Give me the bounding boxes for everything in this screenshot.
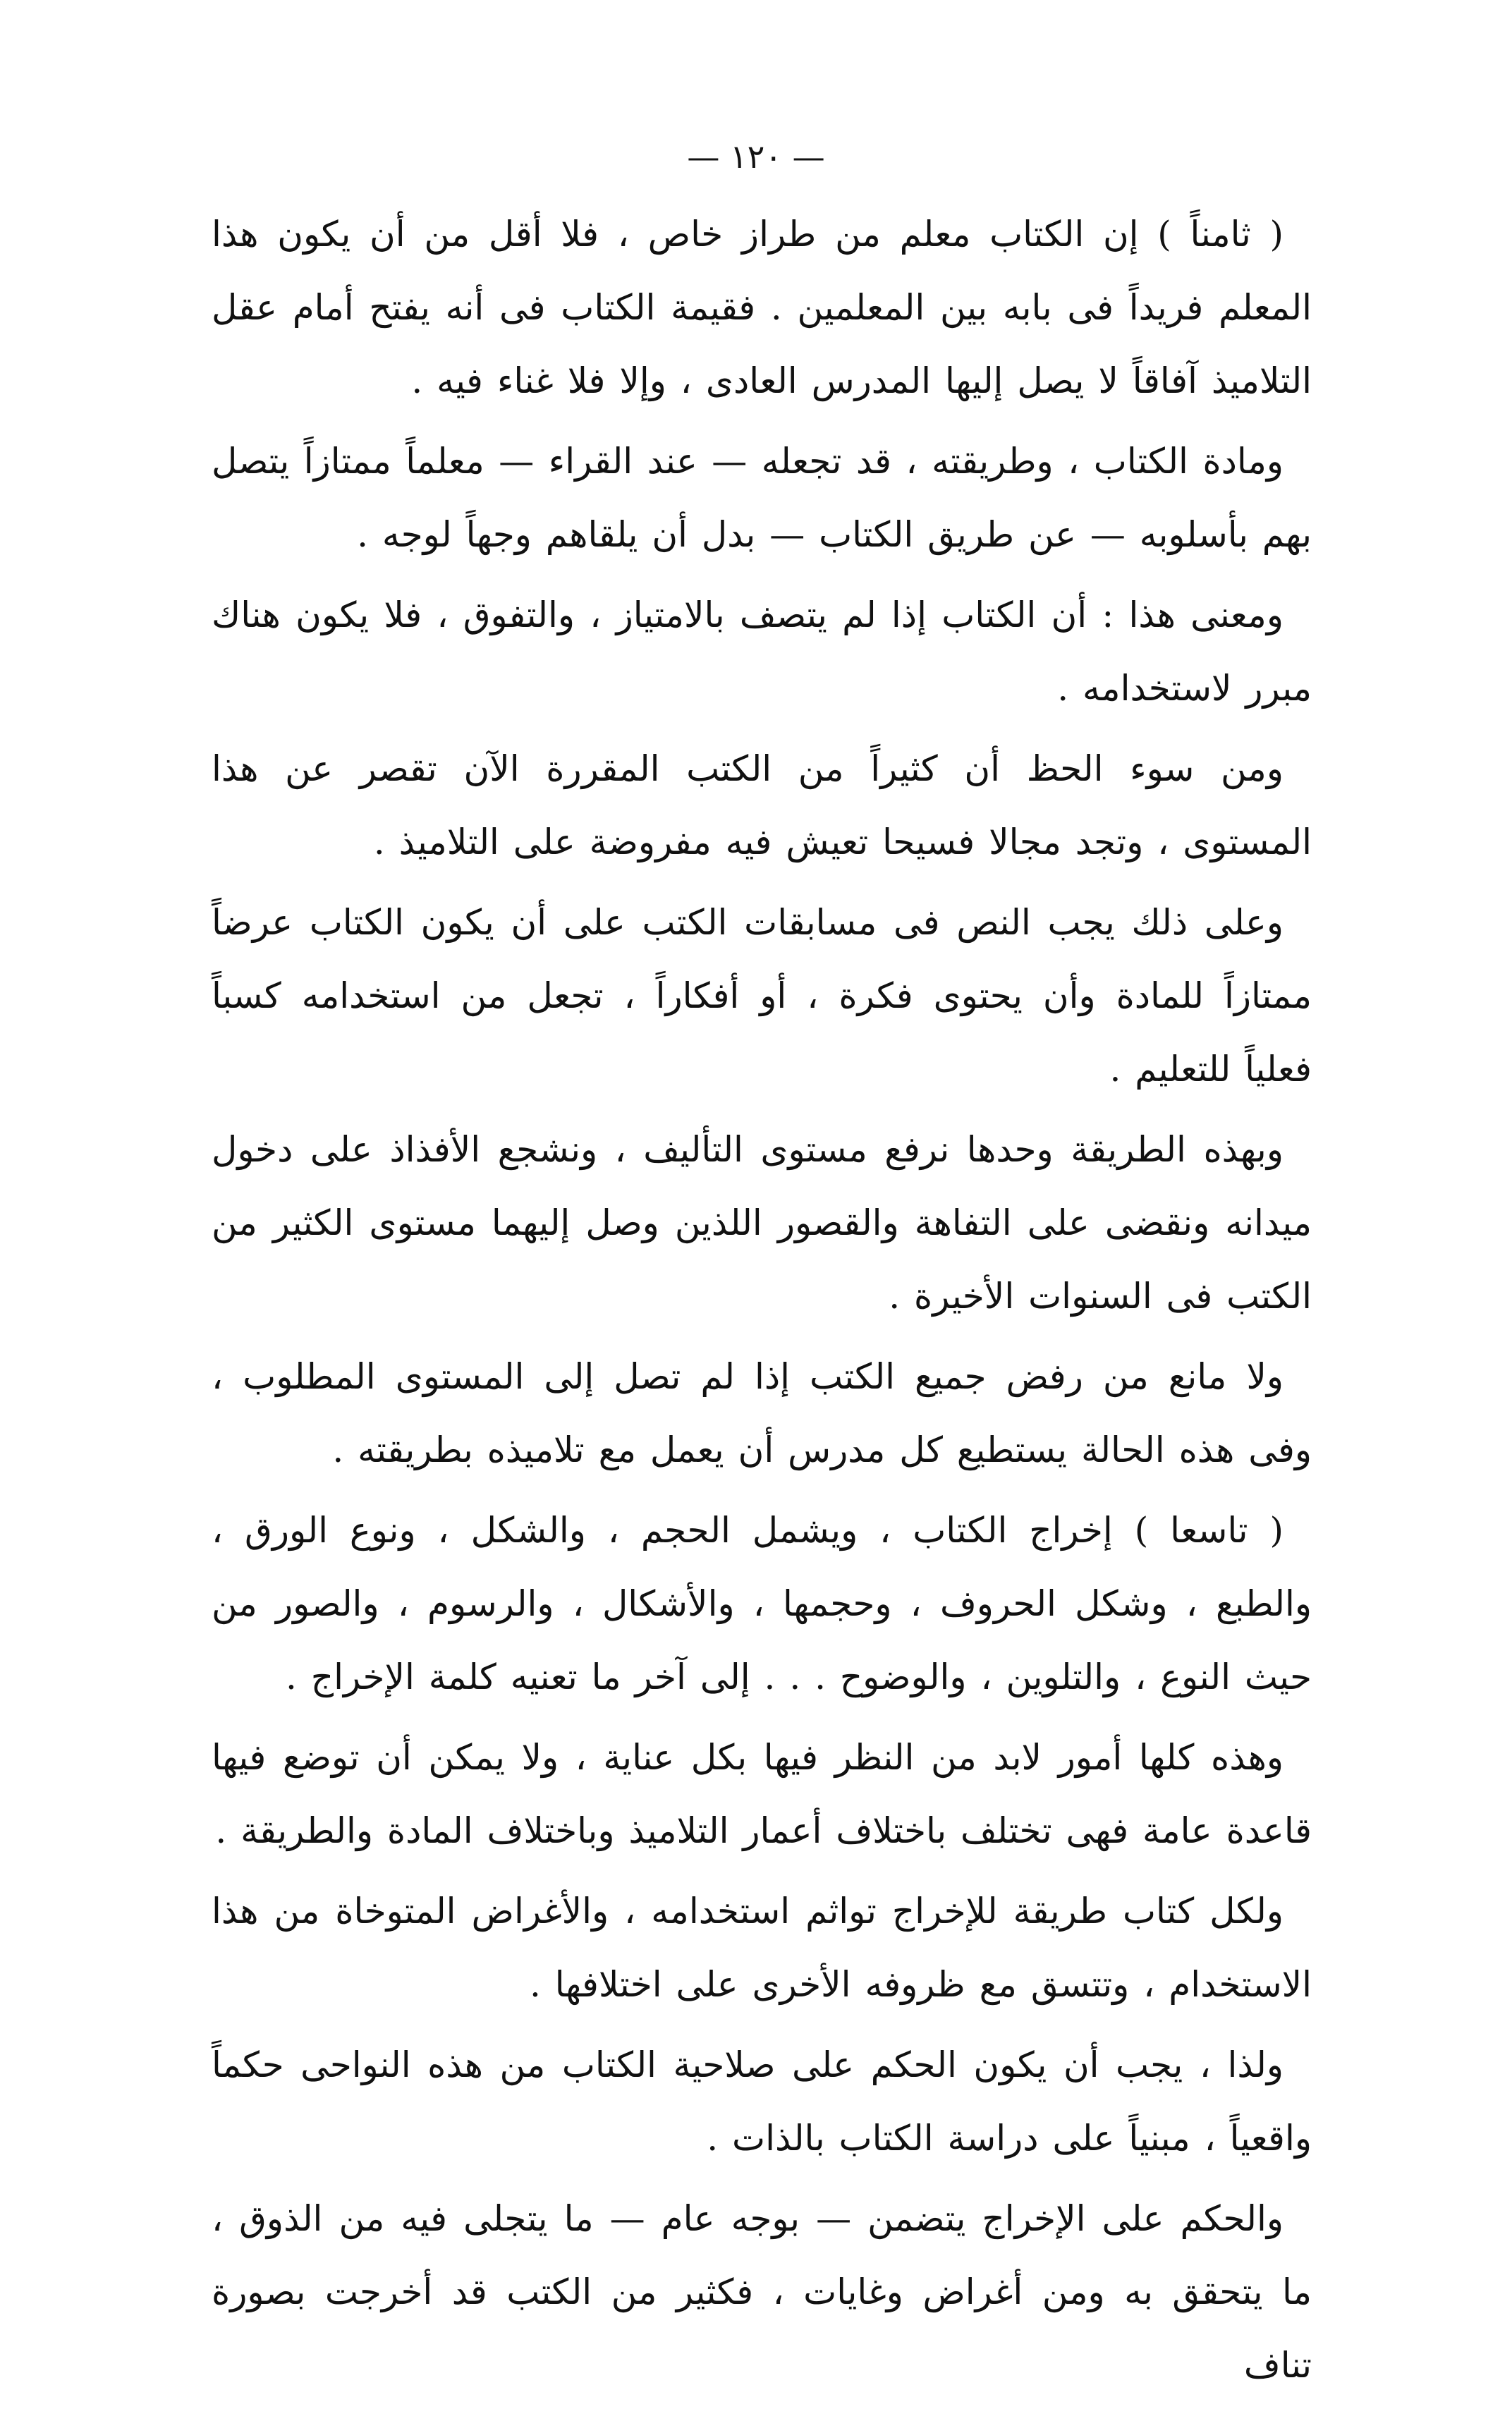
paragraph: ومادة الكتاب ، وطريقته ، قد تجعله — عند القراء — معلماً ممتازاً يتصل بهم بأسلوبه — عن طريق الكتاب — بدل أن يلقاهم وجهاً لوجه .: [212, 441, 1312, 555]
paragraph: وبهذه الطريقة وحدها نرفع مستوى التأليف ، ونشجع الأفذاذ على دخول ميدانه ونقضى على التفاهة والقصور اللذين وصل إليهما مستوى الكثير من الكتب فى السنوات الأخيرة .: [212, 1129, 1312, 1317]
page-number: — ١٢٠ —: [687, 138, 825, 176]
paragraph: ولا مانع من رفض جميع الكتب إذا لم تصل إلى المستوى المطلوب ، وفى هذه الحالة يستطيع كل مدرس أن يعمل مع تلاميذه بطريقته .: [212, 1356, 1312, 1470]
paragraph: ومعنى هذا : أن الكتاب إذا لم يتصف بالامتياز ، والتفوق ، فلا يكون هناك مبرر لاستخدامه .: [212, 594, 1312, 709]
body-text: [212, 197, 1312, 2409]
paragraph: ولكل كتاب طريقة للإخراج تواثم استخدامه ، والأغراض المتوخاة من هذا الاستخدام ، وتتسق مع ظروفه الأخرى على اختلافها .: [212, 1891, 1312, 2005]
paragraph: وهذه كلها أمور لابد من النظر فيها بكل عناية ، ولا يمكن أن توضع فيها قاعدة عامة فهى تختلف باختلاف أعمار التلاميذ وباختلاف المادة والطريقة .: [212, 1737, 1312, 1851]
paragraph: والحكم على الإخراج يتضمن — بوجه عام — ما يتجلى فيه من الذوق ، ما يتحقق به ومن أغراض وغايات ، فكثير من الكتب قد أخرجت بصورة تناف: [212, 2198, 1312, 2386]
paragraph: ومن سوء الحظ أن كثيراً من الكتب المقررة الآن تقصر عن هذا المستوى ، وتجد مجالا فسيحا تعيش فيه مفروضة على التلاميذ .: [212, 748, 1312, 862]
paragraph: وعلى ذلك يجب النص فى مسابقات الكتب على أن يكون الكتاب عرضاً ممتازاً للمادة وأن يحتوى فكرة ، أو أفكاراً ، تجعل من استخدامه كسباً فعلياً للتعليم .: [212, 902, 1312, 1090]
paragraph: ( ثامناً ) إن الكتاب معلم من طراز خاص ، فلا أقل من أن يكون هذا المعلم فريداً فى بابه بين المعلمين . فقيمة الكتاب فى أنه يفتح أمام عقل التلاميذ آفاقاً لا يصل إليها المدرس العادى ، وإلا فلا غناء فيه .: [212, 214, 1312, 401]
paragraph: ( تاسعا ) إخراج الكتاب ، ويشمل الحجم ، والشكل ، ونوع الورق ، والطبع ، وشكل الحروف ، وحجمها ، والأشكال ، والرسوم ، والصور من حيث النوع ، والتلوين ، والوضوح . . . إلى آخر ما تعنيه كلمة الإخراج .: [212, 1510, 1312, 1697]
paragraph: ولذا ، يجب أن يكون الحكم على صلاحية الكتاب من هذه النواحى حكماً واقعياً ، مبنياً على دراسة الكتاب بالذات .: [212, 2044, 1312, 2159]
